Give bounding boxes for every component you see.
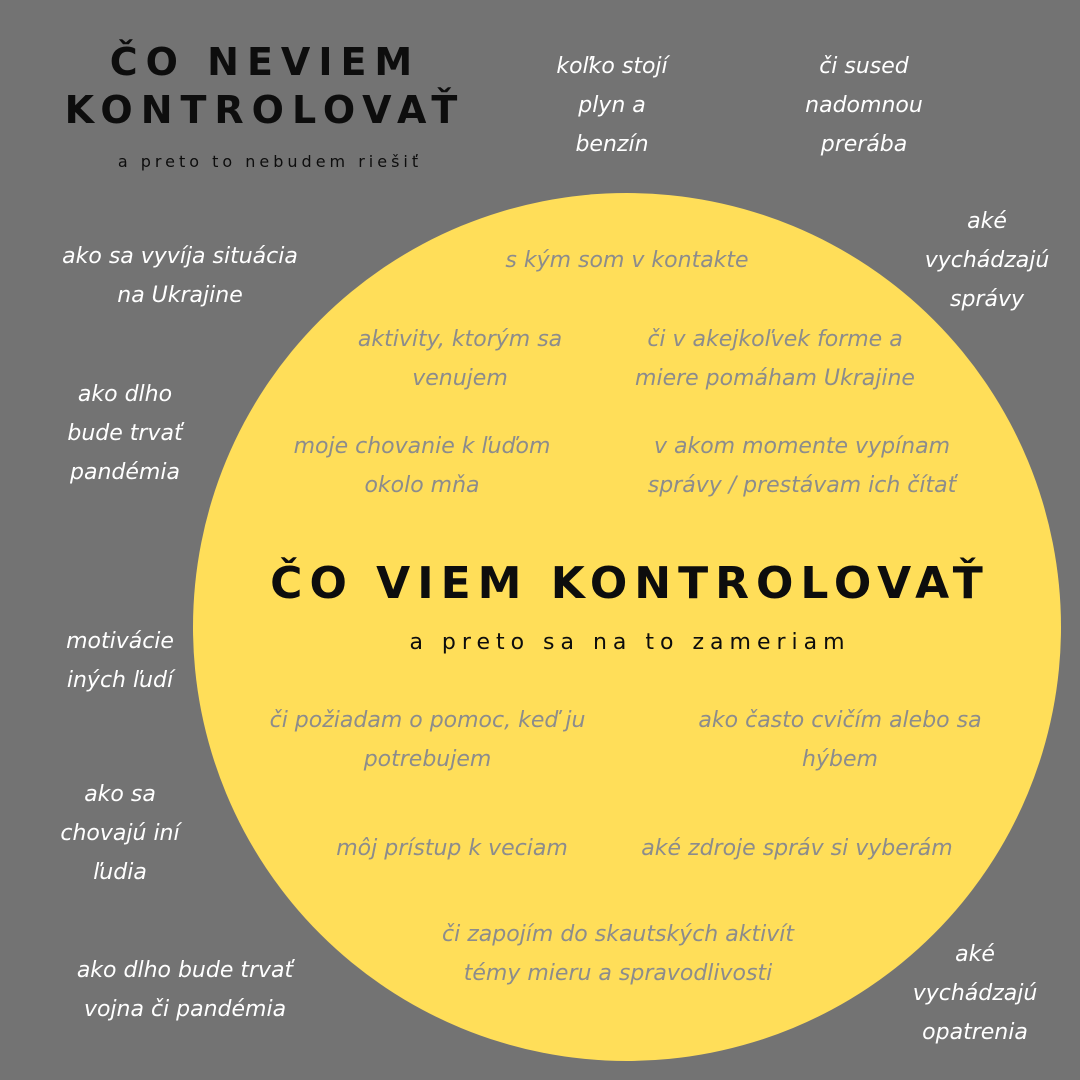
outside-item-motivations: motivácie iných ľudí [66,629,174,693]
inside-title: ČO VIEM KONTROLOVAŤ [270,558,990,609]
inside-item-exercise: ako často cvičím alebo sa hýbem [698,708,982,772]
inside-item-activities: aktivity, ktorým sa venujem [357,327,563,391]
inside-item-contacts: s kým som v kontakte [505,248,749,273]
inside-item-behavior-to-people: moje chovanie k ľuďom okolo mňa [293,434,551,498]
outside-item-ukraine-situation: ako sa vyvíja situácia na Ukrajine [62,244,298,308]
inside-item-helping-ukraine: či v akejkoľvek forme a miere pomáham Ukrajine [635,327,915,391]
outside-item-fuel-prices: koľko stojí plyn a benzín [556,54,668,157]
inside-subtitle: a preto sa na to zameriam [409,630,851,655]
inside-item-news-sources: aké zdroje správ si vyberám [641,836,953,861]
outside-item-pandemic-duration: ako dlho bude trvať pandémia [67,382,183,485]
inside-item-news-off: v akom momente vypínam správy / prestávam ich čítať [647,434,957,498]
outside-title: ČO NEVIEM KONTROLOVAŤ [64,40,466,132]
outside-item-war-duration: ako dlho bude trvať vojna či pandémia [76,958,294,1022]
outside-item-news: aké vychádzajú správy [924,209,1050,312]
outside-item-neighbor: či sused nadomnou prerába [805,54,923,157]
inside-item-ask-for-help: či požiadam o pomoc, keď ju potrebujem [269,708,586,772]
inside-item-attitude: môj prístup k veciam [336,836,568,861]
outside-subtitle: a preto to nebudem riešiť [117,152,423,171]
outside-item-measures: aké vychádzajú opatrenia [912,942,1038,1045]
outside-item-others-behavior: ako sa chovajú iní ľudia [60,782,180,885]
inside-item-scout-activities: či zapojím do skautských aktivít témy mieru a spravodlivosti [442,922,794,986]
